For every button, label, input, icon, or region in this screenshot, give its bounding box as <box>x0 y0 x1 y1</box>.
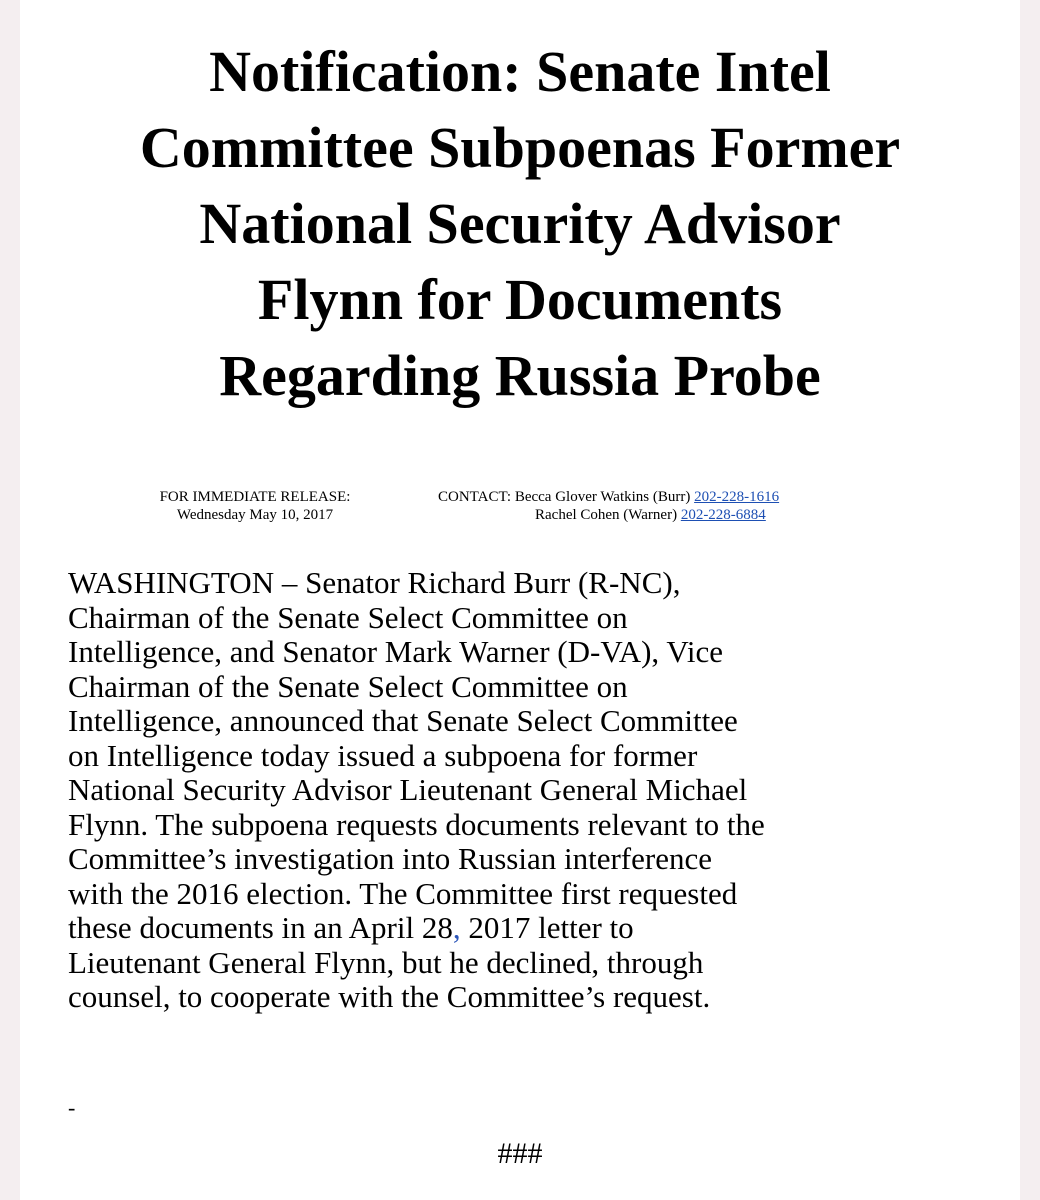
phone-link-2[interactable]: 202-228-6884 <box>680 507 766 523</box>
blue-comma: , <box>452 910 461 945</box>
body-line: Flynn. The subpoena requests documents relevant to the <box>68 806 765 842</box>
page-title <box>20 34 1020 414</box>
title-line: National Security Advisor <box>199 191 841 256</box>
release-body <box>68 566 1008 1015</box>
title-line: Committee Subpoenas Former <box>139 115 901 180</box>
title-line: Notification: Senate Intel <box>209 39 831 104</box>
body-line: Chairman of the Senate Select Committee on <box>68 668 628 704</box>
release-date: Wednesday May 10, 2017 <box>176 507 334 523</box>
body-line: on Intelligence today issued a subpoena for former <box>68 737 698 773</box>
body-line: National Security Advisor Lieutenant General Michael <box>68 772 748 807</box>
body-line: with the 2016 election. The Committee first requested <box>68 875 738 911</box>
title-line: Regarding Russia Probe <box>219 343 821 408</box>
contact-person-1: Becca Glover Watkins (Burr) <box>514 489 691 505</box>
body-line: counsel, to cooperate with the Committee’s request. <box>68 979 711 1014</box>
title-line: Flynn for Documents <box>257 267 783 332</box>
contact-label: CONTACT: <box>438 489 512 505</box>
body-line: Committee’s investigation into Russian interference <box>68 841 712 876</box>
release-label: FOR IMMEDIATE RELEASE: <box>159 489 351 505</box>
body-line: Intelligence, announced that Senate Select Committee <box>68 703 738 738</box>
contact-row-1 <box>438 488 898 506</box>
stray-dash: - <box>68 1095 76 1120</box>
body-line: WASHINGTON – Senator Richard Burr (R-NC), <box>68 565 681 600</box>
body-line: Intelligence, and Senator Mark Warner (D-VA), Vice <box>68 634 724 669</box>
phone-link-1[interactable]: 202-228-1616 <box>694 489 780 505</box>
contact-row-2 <box>438 506 898 524</box>
body-line-part: 2017 letter to <box>460 910 634 945</box>
body-line-part: these documents in an April 28 <box>68 910 453 945</box>
body-line <box>68 911 1008 946</box>
press-release-page <box>20 0 1020 1200</box>
release-info <box>120 488 390 524</box>
body-line: Chairman of the Senate Select Committee on <box>68 599 628 635</box>
contact-person-2: Rachel Cohen (Warner) <box>535 507 678 523</box>
body-line: Lieutenant General Flynn, but he declined, through <box>68 944 704 980</box>
contact-info <box>438 488 898 524</box>
end-mark: ### <box>497 1137 543 1170</box>
